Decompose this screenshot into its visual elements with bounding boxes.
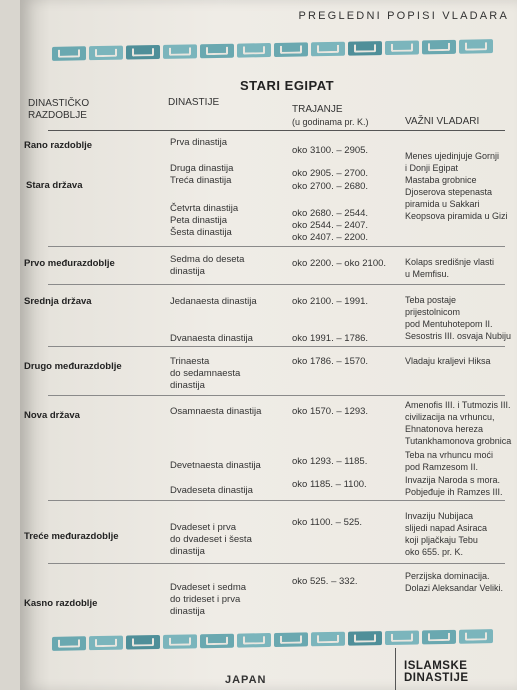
- row-rule: [48, 284, 505, 285]
- col-header-dynasty: DINASTIJE: [168, 97, 220, 108]
- dynasty-cell: Šesta dinastija: [170, 227, 232, 238]
- running-header: PREGLEDNI POPISI VLADARA: [298, 10, 509, 22]
- period-cell: Kasno razdoblje: [24, 598, 98, 609]
- table-title: STARI EGIPAT: [240, 78, 335, 93]
- dynasty-cell: Devetnaesta dinastija: [170, 460, 261, 471]
- duration-cell: oko 3100. – 2905.: [292, 145, 369, 156]
- period-cell: Srednja država: [24, 296, 92, 307]
- duration-cell: oko 1100. – 525.: [292, 517, 363, 528]
- next-section-title-right: ISLAMSKE DINASTIJE: [404, 660, 469, 684]
- duration-cell: oko 1293. – 1185.: [292, 456, 368, 467]
- row-rule: [48, 563, 505, 564]
- dynasty-cell: Peta dinastija: [170, 215, 228, 226]
- dynasty-cell: Osamnaesta dinastija: [170, 406, 262, 417]
- period-cell: Stara država: [26, 180, 83, 191]
- header-rule: [48, 130, 505, 131]
- rulers-cell: Kolaps središnje vlasti u Memfisu.: [405, 257, 495, 279]
- dynasty-cell: Dvanaesta dinastija: [170, 333, 253, 344]
- dynasty-cell: Trinaesta do sedamnaesta dinastija: [170, 356, 241, 391]
- duration-cell: oko 525. – 332.: [292, 576, 358, 587]
- rulers-cell: Vladaju kraljevi Hiksa: [405, 356, 491, 366]
- duration-cell: oko 2544. – 2407.: [292, 220, 369, 231]
- rulers-cell: Menes ujedinjuje Gornji i Donji Egipat Mastaba grobnice Djoserova stepenasta piramida u Sakkari Keopsova piramida u Gizi: [405, 151, 508, 221]
- row-rule: [48, 346, 505, 347]
- col-header-rulers: VAŽNI VLADARI: [405, 116, 480, 127]
- duration-cell: oko 1185. – 1100.: [292, 479, 367, 490]
- decorative-band-top: [52, 38, 493, 62]
- footer-divider: [395, 648, 396, 690]
- duration-cell: oko 1570. – 1293.: [292, 406, 369, 417]
- book-page: [20, 0, 517, 690]
- next-section-title-left: JAPAN: [225, 674, 267, 686]
- duration-cell: oko 2680. – 2544.: [292, 208, 369, 219]
- rulers-cell: Invaziju Nubijaca slijedi napad Asiraca koji pljačkaju Tebu oko 655. pr. K.: [405, 511, 488, 557]
- rulers-cell: Invazija Naroda s mora. Pobjeđuje ih Ramzes III.: [405, 475, 503, 497]
- period-cell: Drugo međurazdoblje: [24, 361, 122, 372]
- rulers-cell: Amenofis III. i Tutmozis III. civilizacija na vrhuncu, Ehnatonova hereza Tutankhamonova grobnica: [405, 400, 512, 446]
- rulers-cell: Teba na vrhuncu moći pod Ramzesom II.: [405, 450, 494, 472]
- period-cell: Prvo međurazdoblje: [24, 258, 115, 269]
- duration-cell: oko 2407. – 2200.: [292, 232, 369, 243]
- dynasty-cell: Druga dinastija: [170, 163, 234, 174]
- dynasty-cell: Prva dinastija: [170, 137, 228, 148]
- dynasty-cell: Jedanaesta dinastija: [170, 296, 257, 307]
- row-rule: [48, 395, 505, 396]
- dynasty-cell: Dvadeset i prva do dvadeset i šesta dinastija: [170, 522, 252, 557]
- rulers-cell: Perzijska dominacija. Dolazi Aleksandar Veliki.: [405, 571, 504, 593]
- duration-cell: oko 2100. – 1991.: [292, 296, 369, 307]
- col-header-period: DINASTIČKO RAZDOBLJE: [28, 98, 90, 121]
- period-cell: Rano razdoblje: [24, 140, 93, 151]
- col-header-duration: TRAJANJE: [292, 104, 343, 115]
- duration-cell: oko 2905. – 2700.: [292, 168, 369, 179]
- row-rule: [48, 500, 505, 501]
- duration-cell: oko 1991. – 1786.: [292, 333, 369, 344]
- dynasty-cell: Dvadeset i sedma do trideset i prva dinastija: [170, 582, 247, 617]
- dynasty-cell: Sedma do deseta dinastija: [170, 254, 245, 277]
- dynasty-cell: Četvrta dinastija: [170, 203, 239, 214]
- dynasty-cell: Dvadeseta dinastija: [170, 485, 253, 496]
- duration-cell: oko 2700. – 2680.: [292, 181, 369, 192]
- col-header-duration-sub: (u godinama pr. K.): [292, 117, 369, 127]
- dynasty-cell: Treća dinastija: [170, 175, 232, 186]
- duration-cell: oko 1786. – 1570.: [292, 356, 369, 367]
- decorative-band-bottom: [52, 628, 493, 652]
- period-cell: Nova država: [24, 410, 80, 421]
- row-rule: [48, 246, 505, 247]
- period-cell: Treće međurazdoblje: [24, 531, 119, 542]
- rulers-cell: Teba postaje prijestolnicom pod Mentuhotepom II. Sesostris III. osvaja Nubiju: [405, 295, 512, 341]
- duration-cell: oko 2200. – oko 2100.: [292, 258, 387, 269]
